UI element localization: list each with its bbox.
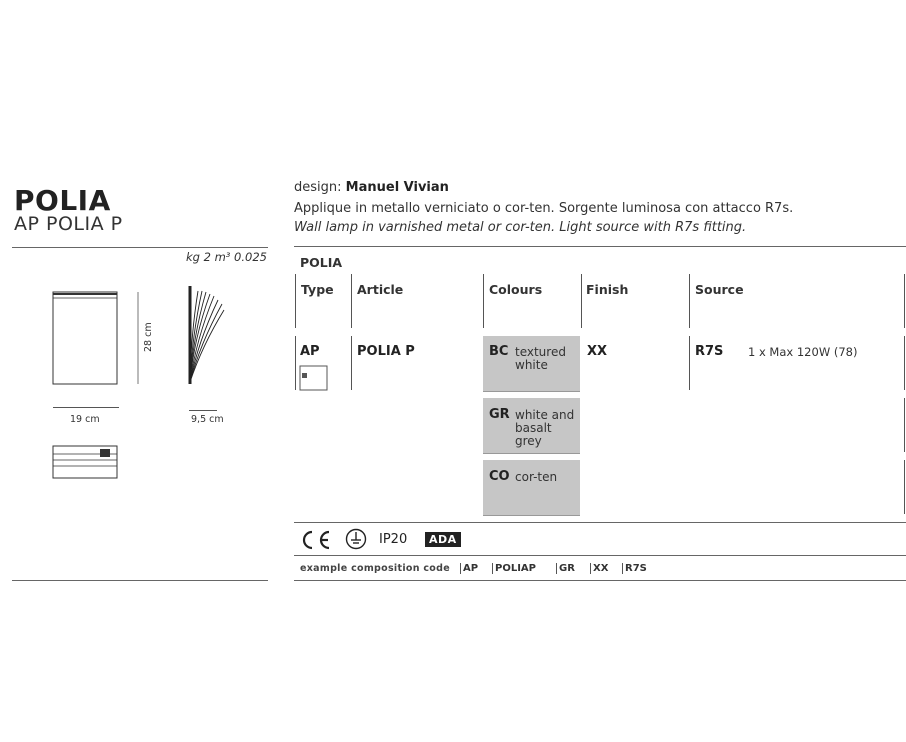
description-english: Wall lamp in varnished metal or cor-ten. Light source with R7s fitting.: [294, 220, 747, 235]
column-divider: [689, 274, 690, 328]
header-source: Source: [695, 282, 744, 297]
article-code: POLIA P: [357, 344, 415, 359]
divider-example-top: [294, 555, 906, 556]
column-divider: [904, 460, 905, 514]
header-finish: Finish: [586, 282, 629, 297]
width-dimension-line: [53, 407, 119, 408]
width-dimension: 19 cm: [70, 414, 100, 425]
designer-name: Manuel Vivian: [345, 180, 449, 195]
design-credit: [294, 180, 449, 195]
ada-badge: ADA: [425, 532, 461, 547]
height-dimension: 28 cm: [143, 322, 154, 352]
header-article: Article: [357, 282, 404, 297]
divider-certifications-top: [294, 522, 906, 523]
colour-name-co: cor-ten: [515, 470, 558, 484]
design-label: design:: [294, 180, 342, 195]
colour-code-gr: GR: [489, 407, 510, 422]
divider-left-bottom: [12, 580, 268, 581]
finish-code: XX: [587, 344, 608, 359]
source-description: 1 x Max 120W (78): [748, 345, 858, 359]
divider-left-top: [12, 247, 268, 248]
example-code-finish: XX: [590, 563, 608, 574]
column-divider: [483, 274, 484, 328]
column-divider: [295, 336, 296, 390]
example-code-source: R7S: [622, 563, 647, 574]
colour-code-co: CO: [489, 469, 510, 484]
column-divider: [689, 336, 690, 390]
table-section-title: POLIA: [300, 255, 343, 270]
colour-name-gr: white and basalt grey: [515, 408, 575, 448]
column-divider: [295, 274, 296, 328]
header-colours: Colours: [489, 282, 543, 297]
product-model: AP POLIA P: [14, 213, 123, 235]
divider-right-top: [294, 246, 906, 247]
column-divider: [904, 336, 905, 390]
column-divider: [904, 274, 905, 328]
column-divider: [904, 398, 905, 452]
ip-rating: IP20: [379, 532, 408, 547]
column-divider: [351, 336, 352, 390]
example-code-colour: GR: [556, 563, 575, 574]
column-divider: [581, 274, 582, 328]
header-type: Type: [301, 282, 334, 297]
side-view-drawing: [180, 282, 240, 392]
column-divider: [351, 274, 352, 328]
colour-name-bc: textured white: [515, 345, 566, 372]
ce-mark-icon: [299, 529, 333, 551]
wall-mount-icon: [299, 365, 329, 391]
weight-volume: kg 2 m³ 0.025: [186, 250, 267, 264]
example-code-article: POLIAP: [492, 563, 536, 574]
example-code-type: AP: [460, 563, 478, 574]
type-code: AP: [300, 344, 320, 359]
top-view-drawing: [52, 444, 122, 480]
source-code: R7S: [695, 344, 724, 359]
divider-right-bottom: [294, 580, 906, 581]
depth-dimension-line: [189, 410, 217, 411]
front-view-drawing: [40, 282, 140, 402]
depth-dimension: 9,5 cm: [191, 414, 224, 425]
earth-ground-icon: [345, 528, 367, 550]
colour-code-bc: BC: [489, 344, 509, 359]
example-code-label: example composition code: [300, 563, 450, 574]
product-title: POLIA: [14, 184, 111, 217]
description-italian: Applique in metallo verniciato o cor-ten. Sorgente luminosa con attacco R7s.: [294, 201, 794, 216]
